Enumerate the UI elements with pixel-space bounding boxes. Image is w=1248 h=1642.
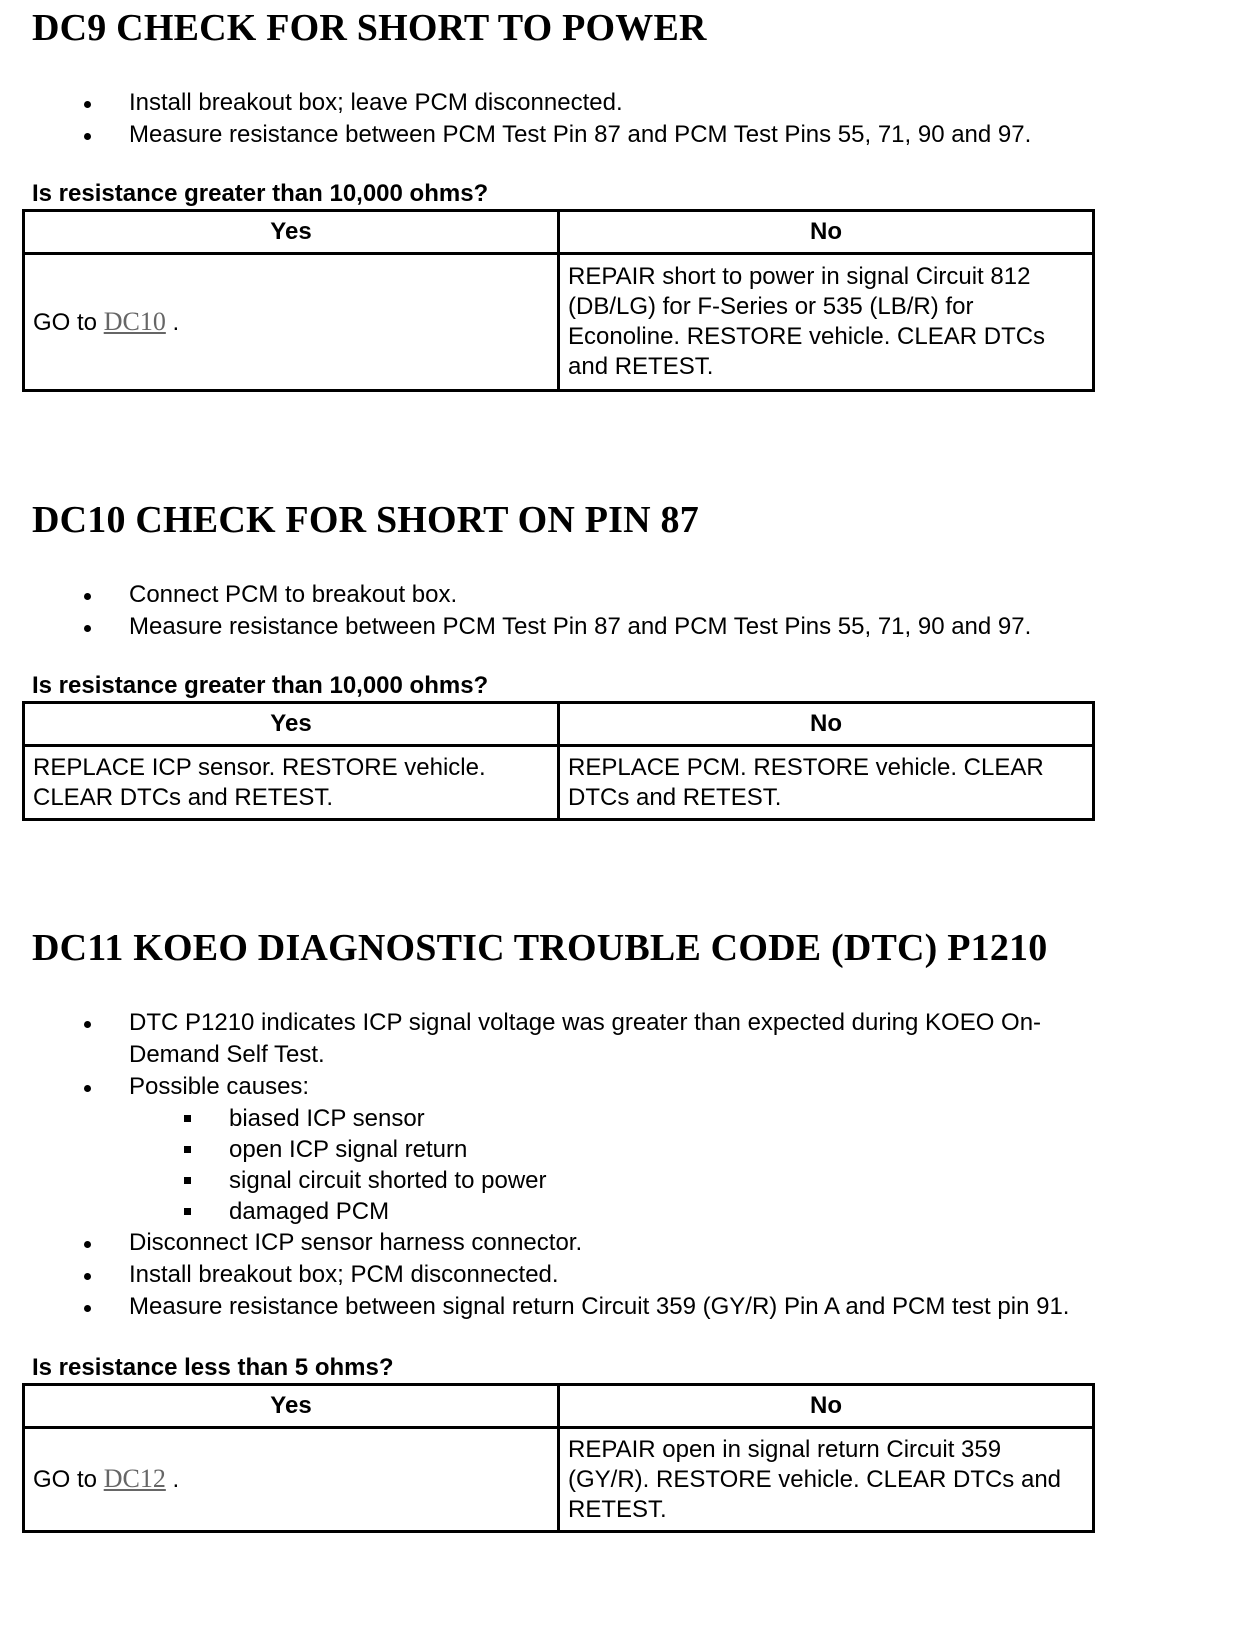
- list-item: Connect PCM to breakout box.: [22, 579, 1232, 611]
- decision-table: [22, 209, 1095, 392]
- no-cell: REPAIR open in signal return Circuit 359 (GY/R). RESTORE vehicle. CLEAR DTCs and RETEST.: [559, 1428, 1094, 1532]
- section-dc11: [22, 926, 1232, 1533]
- decision-question: Is resistance greater than 10,000 ohms?: [32, 180, 489, 207]
- bullet-icon: [84, 133, 91, 140]
- no-header: No: [559, 703, 1094, 746]
- list-item: Possible causes: biased ICP sensor open ICP signal return signal circuit shorted to power damaged PCM: [22, 1071, 1232, 1227]
- list-item: Disconnect ICP sensor harness connector.: [22, 1227, 1232, 1259]
- bullet-icon: [84, 593, 91, 600]
- list-item: Install breakout box; PCM disconnected.: [22, 1259, 1232, 1291]
- list-item: Measure resistance between signal return Circuit 359 (GY/R) Pin A and PCM test pin 91.: [22, 1291, 1232, 1323]
- dc12-link[interactable]: DC12: [103, 1464, 166, 1493]
- step-list: [22, 1007, 1232, 1323]
- dc10-link[interactable]: DC10: [103, 306, 166, 336]
- section-dc9: [22, 6, 1232, 392]
- decision-table: [22, 701, 1095, 821]
- causes-list: [129, 1103, 1232, 1227]
- list-item: Install breakout box; leave PCM disconnected.: [22, 87, 1232, 119]
- no-cell: REPAIR short to power in signal Circuit 812 (DB/LG) for F-Series or 535 (LB/R) for Econoline. RESTORE vehicle. CLEAR DTCs and RETEST.: [559, 254, 1094, 391]
- yes-cell: GO to DC10 .: [24, 254, 559, 391]
- bullet-icon: [84, 1021, 91, 1028]
- section-heading: DC10 CHECK FOR SHORT ON PIN 87: [32, 499, 699, 541]
- yes-header: Yes: [24, 211, 559, 254]
- section-dc10: [22, 498, 1232, 821]
- decision-question: Is resistance greater than 10,000 ohms?: [32, 672, 489, 699]
- yes-header: Yes: [24, 703, 559, 746]
- no-cell: REPLACE PCM. RESTORE vehicle. CLEAR DTCs and RETEST.: [559, 746, 1094, 820]
- section-heading: DC11 KOEO DIAGNOSTIC TROUBLE CODE (DTC) P1210: [32, 927, 1048, 969]
- cause-item: open ICP signal return: [129, 1134, 1232, 1165]
- square-bullet-icon: [184, 1177, 191, 1184]
- square-bullet-icon: [184, 1146, 191, 1153]
- step-list: [22, 87, 1232, 151]
- bullet-icon: [84, 101, 91, 108]
- square-bullet-icon: [184, 1115, 191, 1122]
- list-item: DTC P1210 indicates ICP signal voltage was greater than expected during KOEO On- Demand Self Test.: [22, 1007, 1232, 1071]
- bullet-icon: [84, 1241, 91, 1248]
- yes-cell: REPLACE ICP sensor. RESTORE vehicle. CLEAR DTCs and RETEST.: [24, 746, 559, 820]
- bullet-icon: [84, 625, 91, 632]
- cause-item: damaged PCM: [129, 1196, 1232, 1227]
- no-header: No: [559, 211, 1094, 254]
- yes-header: Yes: [24, 1385, 559, 1428]
- list-item: Measure resistance between PCM Test Pin 87 and PCM Test Pins 55, 71, 90 and 97.: [22, 611, 1232, 643]
- bullet-icon: [84, 1305, 91, 1312]
- square-bullet-icon: [184, 1208, 191, 1215]
- yes-cell: GO to DC12 .: [24, 1428, 559, 1532]
- step-list: [22, 579, 1232, 643]
- section-heading: DC9 CHECK FOR SHORT TO POWER: [32, 7, 707, 49]
- list-item: Measure resistance between PCM Test Pin 87 and PCM Test Pins 55, 71, 90 and 97.: [22, 119, 1232, 151]
- cause-item: signal circuit shorted to power: [129, 1165, 1232, 1196]
- decision-table: [22, 1383, 1095, 1533]
- cause-item: biased ICP sensor: [129, 1103, 1232, 1134]
- decision-question: Is resistance less than 5 ohms?: [32, 1354, 394, 1381]
- no-header: No: [559, 1385, 1094, 1428]
- bullet-icon: [84, 1085, 91, 1092]
- bullet-icon: [84, 1273, 91, 1280]
